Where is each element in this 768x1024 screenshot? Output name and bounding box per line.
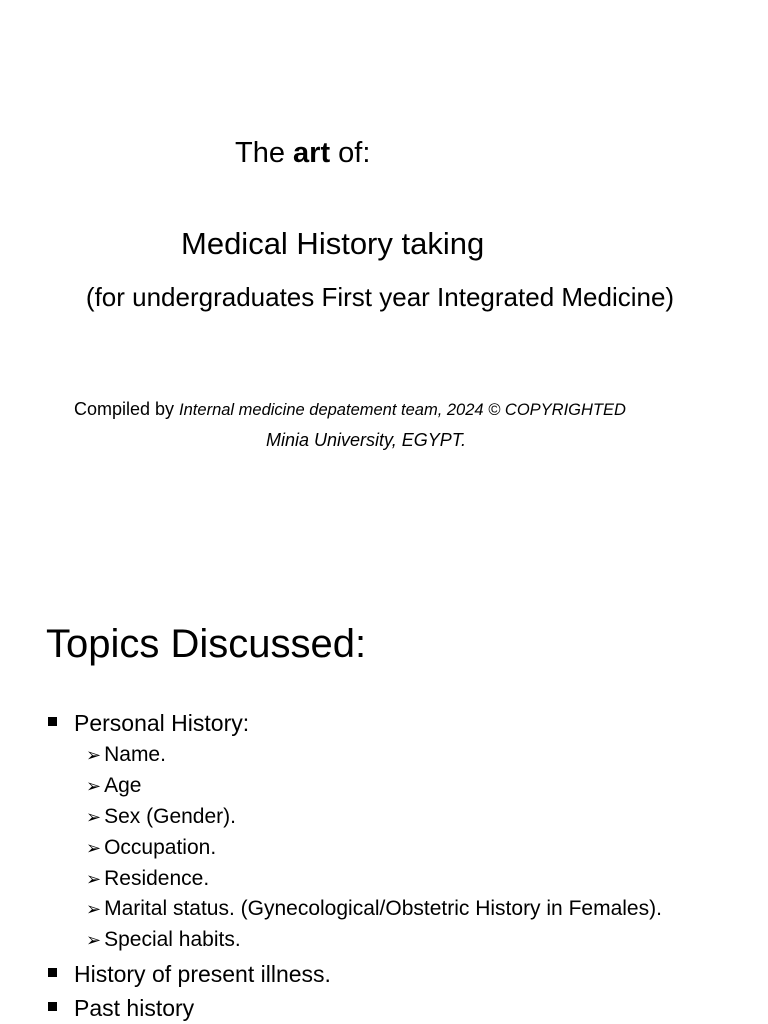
compiled-team: Internal medicine depatement team, 2024 © COPYRIGHTED: [179, 401, 626, 419]
audience-note: (for undergraduates First year Integrated Medicine): [85, 282, 675, 312]
compiled-label: Compiled by: [74, 399, 180, 419]
list-item-label: Personal History:: [74, 710, 250, 736]
sub-list-item: [86, 774, 141, 798]
list-item-label: History of present illness.: [74, 961, 331, 987]
title-prefix: The: [235, 137, 294, 169]
sub-list-item: [86, 805, 236, 829]
square-bullet-icon: [48, 968, 57, 977]
sub-list-item: [86, 836, 216, 860]
sub-list-item: [86, 867, 209, 891]
title-suffix: of:: [330, 137, 371, 169]
title-bold-word: art: [293, 137, 331, 169]
sub-list-item: [86, 743, 166, 767]
list-item-personal-history: [48, 710, 249, 737]
arrow-bullet-icon: ➢: [86, 899, 102, 920]
list-item-present-illness: [48, 961, 331, 988]
sub-list-item-label: Occupation.: [104, 836, 217, 859]
topics-heading: Topics Discussed:: [46, 622, 367, 666]
arrow-bullet-icon: ➢: [86, 930, 102, 951]
sub-list-item: [86, 928, 241, 952]
sub-list-item-label: Special habits.: [104, 928, 241, 951]
arrow-bullet-icon: ➢: [86, 869, 102, 890]
sub-list-item-label: Marital status. (Gynecological/Obstetric History in Females).: [104, 897, 662, 920]
sub-list-item-label: Sex (Gender).: [104, 805, 236, 828]
square-bullet-icon: [48, 717, 57, 726]
title-line: [235, 137, 370, 170]
list-item-label: Past history: [74, 995, 195, 1021]
sub-list-item-label: Age: [104, 774, 142, 797]
sub-list-item-label: Name.: [104, 743, 166, 766]
square-bullet-icon: [48, 1002, 57, 1011]
university-line: Minia University, EGYPT.: [266, 430, 467, 450]
arrow-bullet-icon: ➢: [86, 745, 102, 766]
arrow-bullet-icon: ➢: [86, 807, 102, 828]
list-item-past-history: [48, 995, 194, 1022]
arrow-bullet-icon: ➢: [86, 838, 102, 859]
document-subtitle: Medical History taking: [181, 226, 485, 261]
sub-list-item-label: Residence.: [104, 867, 210, 890]
sub-list-item: [86, 897, 662, 921]
compiled-by-line: [74, 399, 626, 420]
arrow-bullet-icon: ➢: [86, 776, 102, 797]
